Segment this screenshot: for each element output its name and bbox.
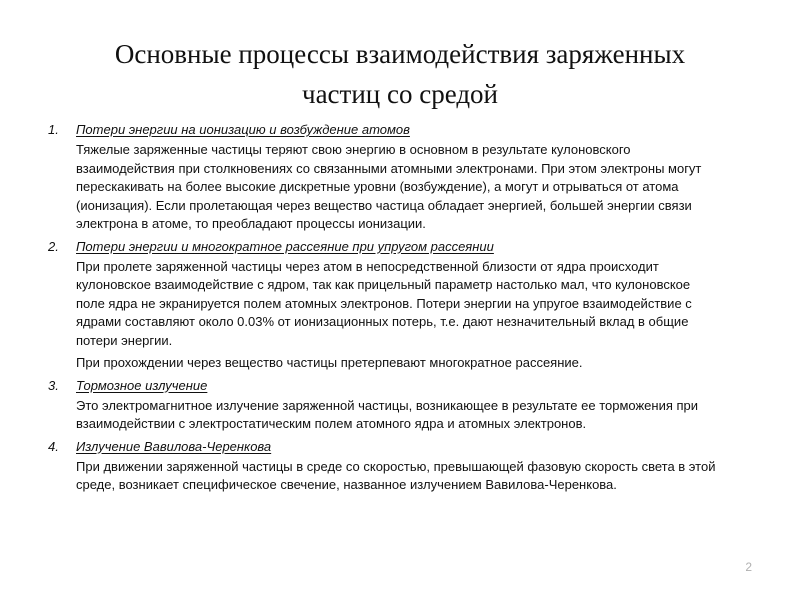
- list-item-cherenkov: [48, 438, 720, 495]
- numbered-list: [48, 121, 720, 499]
- list-item-number: 3.: [48, 377, 59, 393]
- list-item-header: [48, 377, 720, 397]
- slide-title-line-1: Основные процессы взаимодействия заряженных: [114, 39, 686, 69]
- list-item-header: [48, 121, 720, 141]
- list-item-number: 1.: [48, 122, 59, 137]
- list-item-title: Тормозное излучение: [76, 377, 208, 393]
- list-item-paragraph: При прохождении через вещество частицы претерпевают многократное рассеяние.: [76, 355, 583, 370]
- list-item-paragraph: Это электромагнитное излучение заряженной частицы, возникающее в результате ее торможения при взаимодействии с электростатическим полем атомного ядра и атомных электронов.: [76, 397, 699, 431]
- list-item-paragraph: При движении заряженной частицы в среде со скоростью, превышающей фазовую скорость света в этой среде, возникает специфическое свечение, названное излучением Вавилова-Черенкова.: [76, 458, 716, 492]
- list-item-ionization: [48, 121, 720, 234]
- list-item-header: [48, 438, 720, 458]
- list-item-paragraph: Тяжелые заряженные частицы теряют свою энергию в основном в результате кулоновского взаимодействия при столкновениях со связанными атомными электронами. При этом электроны могут перескакивать на более высокие дискретные уровни (возбуждение), а могут и отрываться от атома (ионизация). Если пролетающая через вещество частица обладает энергией, большей энергии связи электрона в атоме, то преобладают процессы ионизации.: [76, 142, 702, 231]
- list-item-number: 2.: [48, 238, 59, 254]
- list-item-bremsstrahlung: [48, 377, 720, 434]
- list-item-elastic-scattering: [48, 238, 720, 373]
- list-item-title: Потери энергии на ионизацию и возбуждение атомов: [76, 122, 410, 137]
- list-item-number: 4.: [48, 438, 59, 454]
- slide-title: [40, 34, 760, 114]
- list-item-title: Излучение Вавилова-Черенкова: [76, 438, 272, 454]
- slide-title-line-2: частиц со средой: [301, 79, 499, 109]
- list-item-header: [48, 238, 720, 258]
- list-item-paragraph: При пролете заряженной частицы через атом в непосредственной близости от ядра происходит кулоновское взаимодействие с ядром, так как прицельный параметр настолько мал, что кулоновское поле ядра не экранируется полем атомных электронов. Потери энергии на упругое взаимодействие с ядрами составляют около 0.03% от ионизационных потерь, т.е. дают незначительный вклад в общие потери энергии.: [76, 258, 692, 348]
- list-item-title: Потери энергии и многократное рассеяние при упругом рассеянии: [76, 238, 494, 254]
- page-number: 2: [745, 560, 752, 574]
